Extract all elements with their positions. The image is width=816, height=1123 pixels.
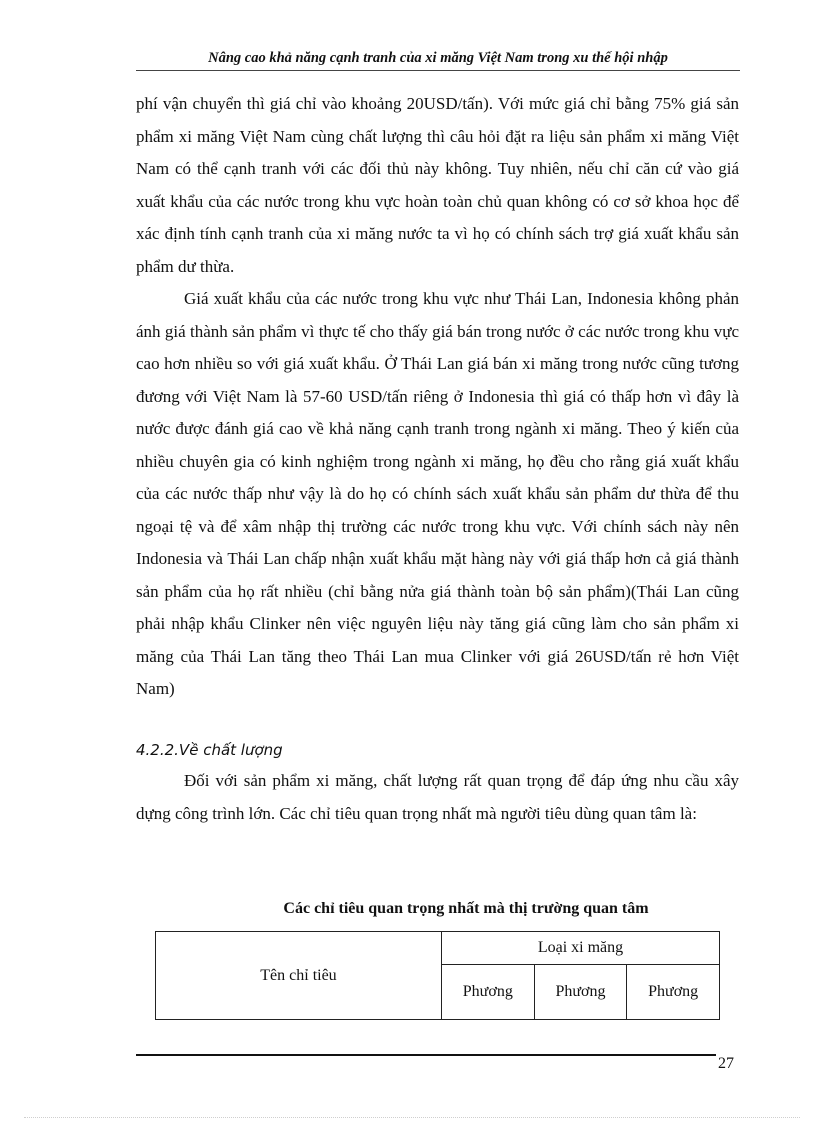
paragraph-1: phí vận chuyển thì giá chỉ vào khoảng 20USD/tấn). Với mức giá chỉ bằng 75% giá sản phẩm xi măng Việt Nam cùng chất lượng thì câu hỏi đặt ra liệu sản phẩm xi măng Việt Nam có thể cạnh tranh với các đối thủ này không. Tuy nhiên, nếu chỉ căn cứ vào giá xuất khẩu của các nước trong khu vực hoàn toàn chủ quan không có cơ sở khoa học để xác định tính cạnh tranh của xi măng nước ta vì họ có chính sách trợ giá xuất khẩu sản phẩm dư thừa. [136, 94, 739, 276]
table-subheader: Phương [534, 965, 627, 1020]
header-rule [136, 70, 740, 71]
table-header-cement-type: Loại xi măng [441, 932, 719, 965]
table-subheader: Phương [441, 965, 534, 1020]
table-header-name: Tên chỉ tiêu [156, 932, 442, 1020]
section-heading: 4.2.2.Về chất lượng [136, 741, 283, 759]
table-title: Các chỉ tiêu quan trọng nhất mà thị trường quan tâm [283, 900, 649, 917]
page-bottom-border [24, 1117, 800, 1118]
footer-rule [136, 1054, 716, 1056]
paragraph-3: Đối với sản phẩm xi măng, chất lượng rất quan trọng để đáp ứng nhu cầu xây dựng công trình lớn. Các chỉ tiêu quan trọng nhất mà người tiêu dùng quan tâm là: [136, 771, 739, 823]
page-header-title: Nâng cao khả năng cạnh tranh của xi măng Việt Nam trong xu thế hội nhập [208, 50, 668, 66]
paragraph-2: Giá xuất khẩu của các nước trong khu vực như Thái Lan, Indonesia không phản ánh giá thành sản phẩm vì thực tế cho thấy giá bán trong nước ở các nước trong khu vực cao hơn nhiều so với giá xuất khẩu. Ở Thái Lan giá bán xi măng trong nước cũng tương đương với Việt Nam là 57-60 USD/tấn riêng ở Indonesia thì giá có thấp hơn vì đây là nước được đánh giá cao về khả năng cạnh tranh trong ngành xi măng. Theo ý kiến của nhiều chuyên gia có kinh nghiệm trong ngành xi măng, họ đều cho rằng giá xuất khẩu của các nước thấp như vậy là do họ có chính sách xuất khẩu sản phẩm dư thừa để thu ngoại tệ và để xâm nhập thị trường các nước trong khu vực. Với chính sách này nên Indonesia và Thái Lan chấp nhận xuất khẩu mặt hàng này với giá thấp hơn cả giá thành sản phẩm của họ rất nhiều (chỉ bằng nửa giá thành toàn bộ sản phẩm)(Thái Lan cũng phải nhập khẩu Clinker nên việc nguyên liệu này tăng giá cũng làm cho sản phẩm xi măng của Thái Lan tăng theo Thái Lan mua Clinker với giá 26USD/tấn rẻ hơn Việt Nam) [136, 289, 739, 698]
table-subheader: Phương [627, 965, 720, 1020]
page-number: 27 [718, 1055, 734, 1072]
criteria-table [155, 931, 720, 1020]
